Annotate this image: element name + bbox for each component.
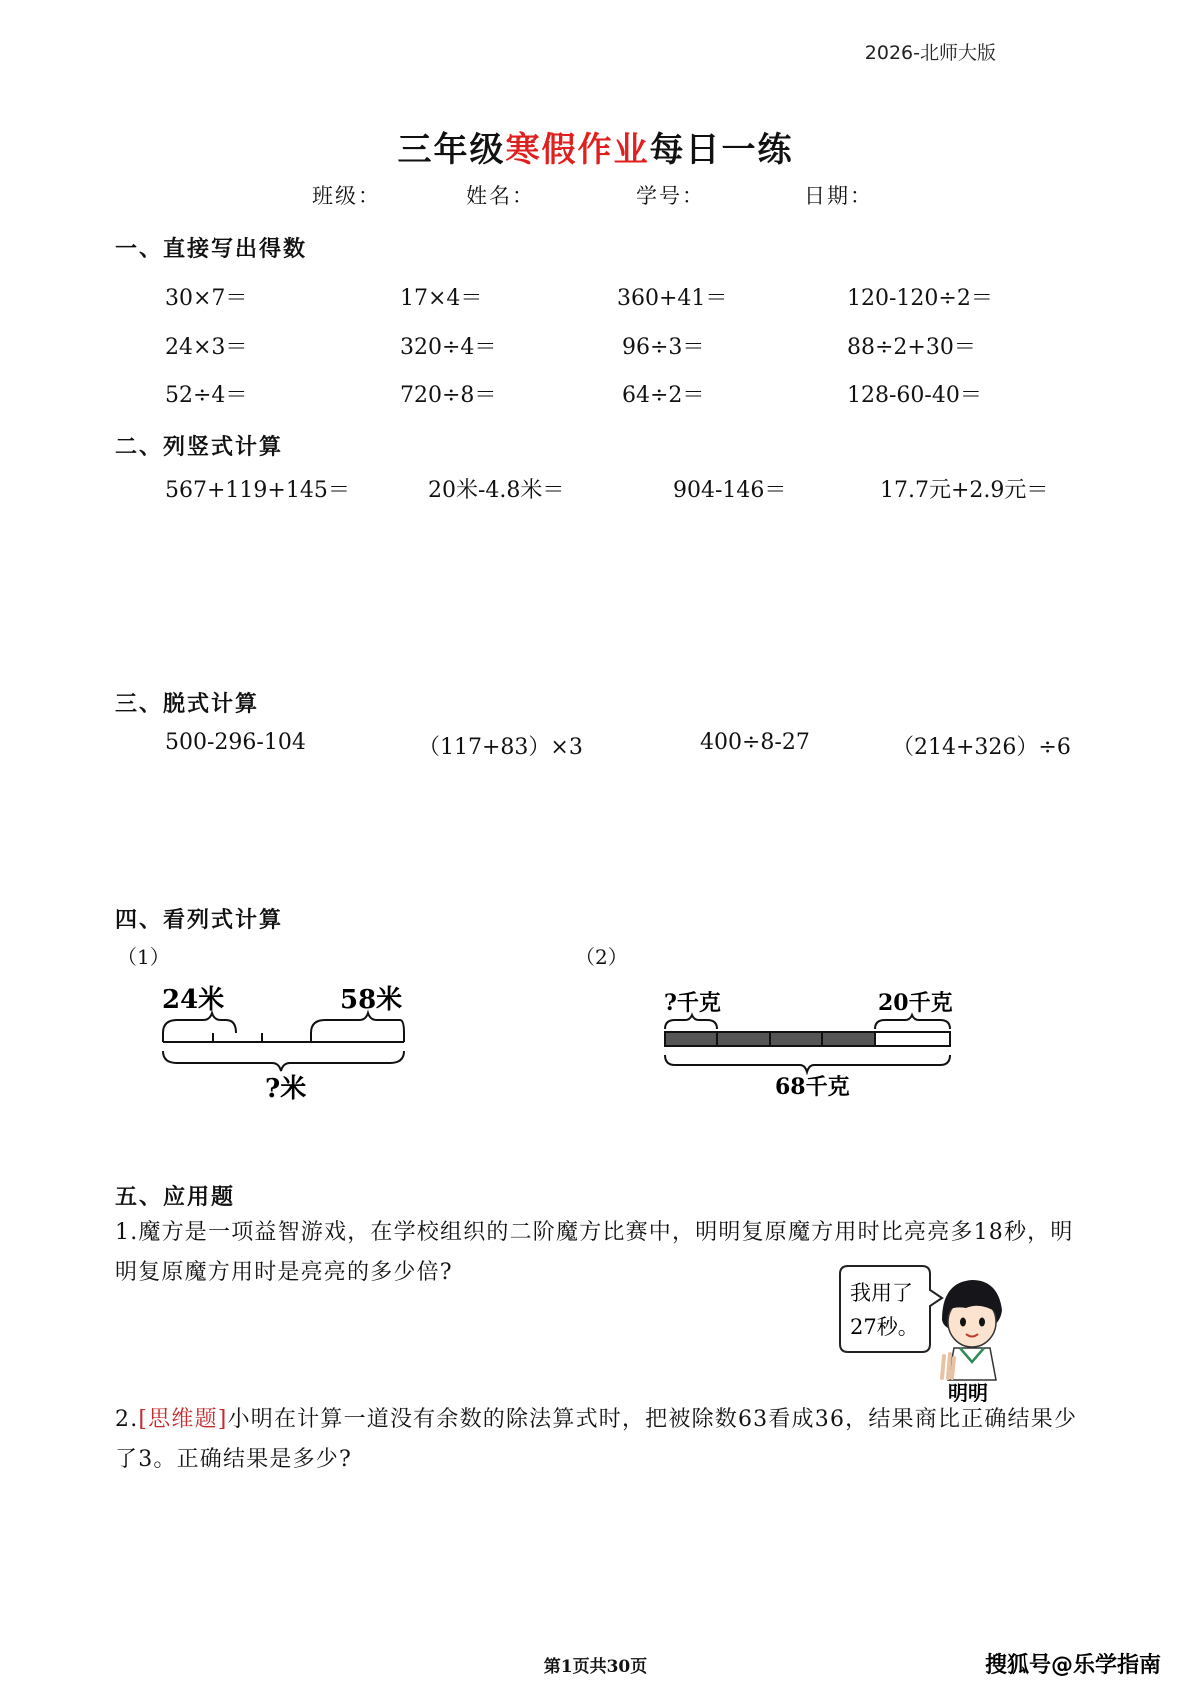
total-brace: [163, 1051, 404, 1071]
name-label: 姓名：: [466, 184, 535, 208]
total-brace: [665, 1055, 950, 1072]
unknown-mass-label: ?千克: [664, 990, 721, 1016]
speech-line-1: 我用了: [850, 1281, 913, 1305]
page-title: [0, 122, 1191, 171]
total-length-label: ?米: [265, 1074, 307, 1104]
thinking-question-tag: [思维题]: [138, 1407, 228, 1432]
title-highlight: 寒假作业: [505, 130, 650, 170]
bar-part: [665, 1032, 717, 1046]
known-mass-label: 20千克: [878, 990, 953, 1016]
left-brace: [163, 1013, 236, 1033]
edition-label: 2026-北师大版: [864, 42, 996, 64]
oral-problem: 720÷8＝: [400, 383, 497, 408]
eye-icon: [979, 1318, 985, 1327]
right-brace: [311, 1013, 404, 1033]
oral-problem: 64÷2＝: [622, 383, 705, 408]
watermark: 搜狐号@乐学指南: [984, 1653, 1161, 1678]
character-illustration: [830, 1262, 1020, 1402]
eye-icon: [960, 1318, 966, 1327]
speech-bubble: [840, 1266, 942, 1352]
section-3-heading: 三、脱式计算: [115, 692, 260, 717]
bar-part: [822, 1032, 875, 1046]
stepwise-problem: 400÷8-27: [700, 730, 810, 755]
section-2-heading: 二、列竖式计算: [115, 435, 284, 460]
oral-problem: 88÷2+30＝: [847, 335, 976, 360]
right-length-label: 58米: [340, 985, 403, 1015]
title-part-3: 每日一练: [649, 130, 794, 170]
section-1-heading: 一、直接写出得数: [115, 237, 308, 262]
left-length-label: 24米: [162, 985, 225, 1015]
oral-problem: 17×4＝: [400, 286, 483, 311]
bar-part: [770, 1032, 822, 1046]
question-2-number: 2.: [115, 1407, 139, 1432]
bar-part: [717, 1032, 770, 1046]
date-label: 日期：: [804, 184, 873, 208]
total-mass-label: 68千克: [775, 1074, 850, 1100]
vertical-problem: 567+119+145＝: [165, 478, 350, 503]
bar-model-diagram: [650, 975, 980, 1100]
oral-problem: 360+41＝: [617, 286, 728, 311]
stepwise-problem: 500-296-104: [165, 730, 306, 755]
page-number: 第1页共30页: [543, 1657, 648, 1677]
problem-1-label: （1）: [117, 945, 170, 969]
oral-problem: 96÷3＝: [622, 335, 705, 360]
oral-problem: 120-120÷2＝: [847, 286, 993, 311]
question-1-text: 1.魔方是一项益智游戏，在学校组织的二阶魔方比赛中，明明复原魔方用时比亮亮多18秒，明明复原魔方用时是亮亮的多少倍?: [115, 1220, 1074, 1285]
vertical-problem: 17.7元+2.9元＝: [880, 478, 1049, 503]
speech-line-2: 27秒。: [850, 1315, 919, 1339]
question-2-body: 小明在计算一道没有余数的除法算式时，把被除数63看成36，结果商比正确结果少了3。正确结果是多少?: [115, 1407, 1078, 1472]
stepwise-problem: （117+83）×3: [418, 735, 583, 760]
question-2-text: [115, 1400, 1080, 1480]
known-brace: [875, 1015, 950, 1029]
oral-problem: 320÷4＝: [400, 335, 497, 360]
section-5-heading: 五、应用题: [115, 1185, 236, 1210]
student-number-label: 学号：: [636, 184, 705, 208]
class-label: 班级：: [312, 184, 381, 208]
unknown-brace: [665, 1015, 717, 1029]
bar-part-white: [875, 1032, 950, 1046]
problem-2-label: （2）: [575, 945, 628, 969]
oral-problem: 24×3＝: [165, 335, 248, 360]
line-segment-diagram: [150, 975, 420, 1115]
oral-problem: 128-60-40＝: [847, 383, 982, 408]
title-part-1: 三年级: [397, 130, 506, 170]
vertical-problem: 904-146＝: [673, 478, 787, 503]
oral-problem: 30×7＝: [165, 286, 248, 311]
peace-sign-hand-icon: [942, 1354, 954, 1378]
vertical-problem: 20米-4.8米＝: [428, 478, 565, 503]
character-name: 明明: [948, 1381, 988, 1402]
stepwise-problem: （214+326）÷6: [892, 735, 1071, 760]
oral-problem: 52÷4＝: [165, 383, 248, 408]
section-4-heading: 四、看列式计算: [115, 908, 284, 933]
